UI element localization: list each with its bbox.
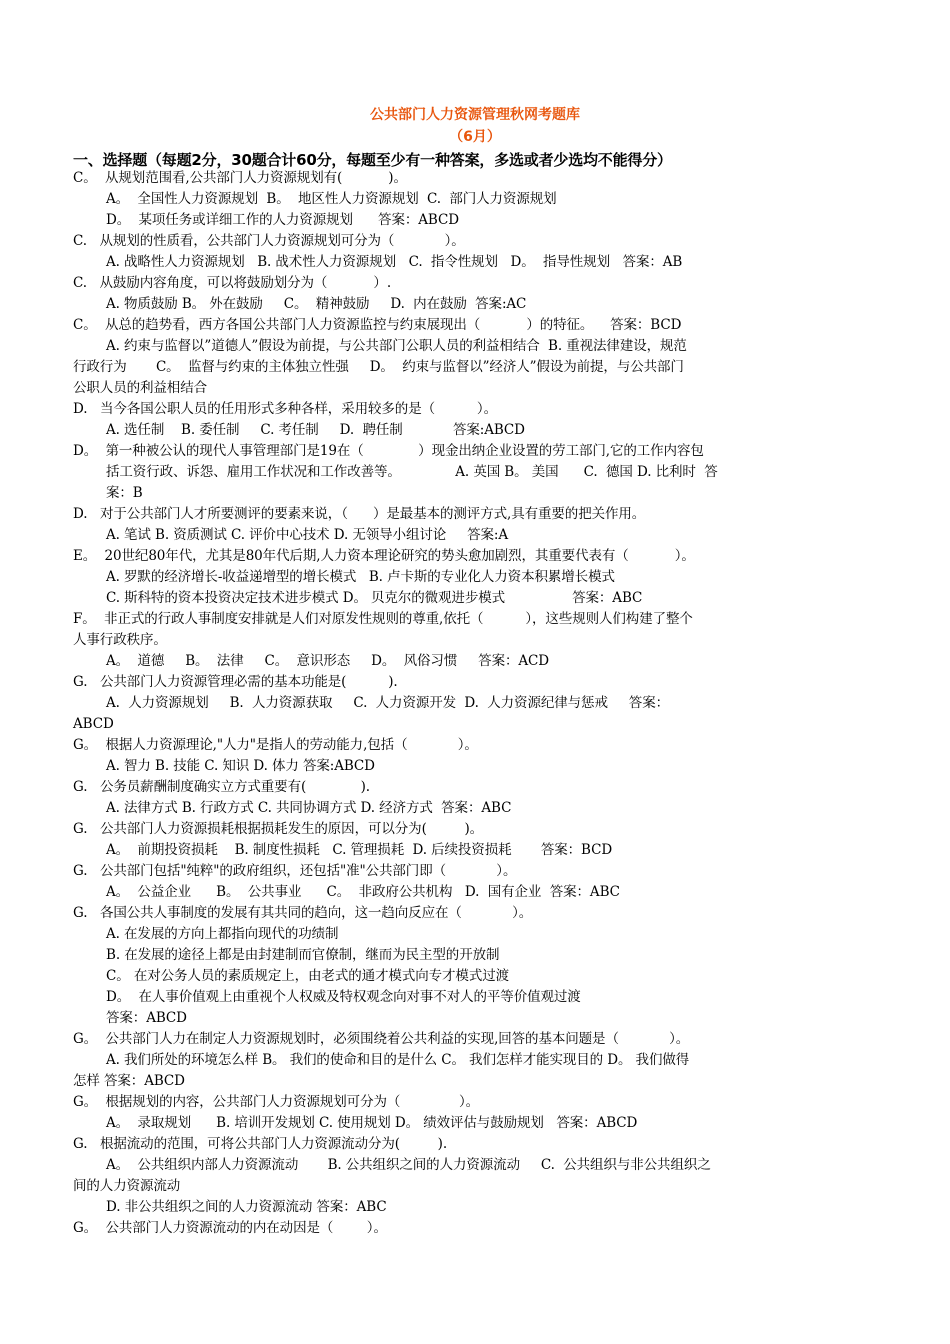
section-heading: 一、选择题（每题2分，30题合计60分，每题至少有一种答案，多选或者少选均不能得分） [73,151,672,169]
question-line: G. 各国公共人事制度的发展有其共同的趋向，这一趋向反应在（ ）。 [73,905,533,921]
option-line: A。 全国性人力资源规划 B。 地区性人力资源规划 C. 部门人力资源规划 [106,191,557,207]
question-line: C. 从规划的性质看，公共部门人力资源规划可分为（ ）。 [73,233,465,249]
option-line: A. 物质鼓励 B。 外在鼓励 C。 精神鼓励 D. 内在鼓励 答案:AC [106,296,527,312]
option-line: A。 公益企业 B。 公共事业 C。 非政府公共机构 D. 国有企业 答案：ABC [106,884,620,900]
option-line: 案：B [106,485,143,501]
question-line: F。 非正式的行政人事制度安排就是人们对原发性规则的尊重,依托（ ），这些规则人们构建了整个 [73,611,693,627]
option-line: C。 在对公务人员的素质规定上，由老式的通才模式向专才模式过渡 [106,968,510,984]
question-line: C。 从总的趋势看，西方各国公共部门人力资源监控与约束展现出（ ）的特征。 答案：BCD [73,317,682,333]
option-line: A. 约束与监督以”道德人”假设为前提，与公共部门公职人员的利益相结合 B. 重视法律建设，规范 [106,338,687,354]
wrap-line: 公职人员的利益相结合 [73,380,207,396]
answer-line: 答案：ABCD [106,1010,187,1026]
option-line: A. 选任制 B. 委任制 C. 考任制 D. 聘任制 答案:ABCD [106,422,525,438]
option-line: B. 在发展的途径上都是由封建制而官僚制，继而为民主型的开放制 [106,947,500,963]
wrap-line: 间的人力资源流动 [73,1178,181,1194]
question-line: C. 从鼓励内容角度，可以将鼓励划分为（ ）. [73,275,392,291]
wrap-line: 行政行为 C。 监督与约束的主体独立性强 D。 约束与监督以”经济人”假设为前提，与公共部门 [73,359,684,375]
document-subtitle: （6月） [449,129,501,145]
option-line: A. 我们所处的环境怎么样 B。 我们的使命和目的是什么 C。 我们怎样才能实现目的 D。 我们做得 [106,1052,690,1068]
option-line: A. 法律方式 B. 行政方式 C. 共同协调方式 D. 经济方式 答案：ABC [106,800,512,816]
option-line: 括工资行政、诉怨、雇用工作状况和工作改善等。 A. 英国 B。 美国 C. 德国 D. 比利时 答 [106,464,718,480]
question-line: G. 根据流动的范围，可将公共部门人力资源流动分为( ). [73,1136,448,1152]
option-line: A。 公共组织内部人力资源流动 B. 公共组织之间的人力资源流动 C. 公共组织与非公共组织之 [106,1157,711,1173]
option-line: A. 战略性人力资源规划 B. 战术性人力资源规划 C. 指令性规划 D。 指导性规划 答案：AB [106,254,683,270]
option-line: A。 录取规划 B. 培训开发规划 C. 使用规划 D。 绩效评估与鼓励规划 答案：ABCD [106,1115,638,1131]
option-line: D. 非公共组织之间的人力资源流动 答案：ABC [106,1199,387,1215]
question-line: G. 公共部门人力资源损耗根据损耗发生的原因，可以分为( )。 [73,821,484,837]
question-line: D. 对于公共部门人才所要测评的要素来说，（ ）是最基本的测评方式,具有重要的把关作用。 [73,506,646,522]
question-line: G。 公共部门人力在制定人力资源规划时，必须围绕着公共利益的实现,回答的基本问题是（ ）。 [73,1031,690,1047]
question-line: E。 20世纪80年代，尤其是80年代后期,人力资本理论研究的势头愈加剧烈，其重要代表有（ ）。 [73,548,695,564]
question-line: G. 公共部门人力资源管理必需的基本功能是( ). [73,674,398,690]
question-line: D。 第一种被公认的现代人事管理部门是19在（ ）现金出纳企业设置的劳工部门,它的工作内容包 [73,443,704,459]
option-line: A. 罗默的经济增长-收益递增型的增长模式 B. 卢卡斯的专业化人力资本积累增长模式 [106,569,615,585]
option-line: A. 智力 B. 技能 C. 知识 D. 体力 答案:ABCD [106,758,375,774]
question-line: G。 根据人力资源理论,"人力"是指人的劳动能力,包括（ ）。 [73,737,478,753]
option-line: A. 笔试 B. 资质测试 C. 评价中心技术 D. 无领导小组讨论 答案:A [106,527,509,543]
wrap-line: ABCD [73,716,114,732]
option-line: C. 斯科特的资本投资决定技术进步模式 D。 贝克尔的微观进步模式 答案：ABC [106,590,643,606]
option-line: D。 某项任务或详细工作的人力资源规划 答案：ABCD [106,212,459,228]
question-line: G。 公共部门人力资源流动的内在动因是（ ）。 [73,1220,387,1236]
option-line: A。 道德 B。 法律 C。 意识形态 D。 风俗习惯 答案：ACD [106,653,549,669]
question-line: G。 根据规划的内容，公共部门人力资源规划可分为（ ）。 [73,1094,479,1110]
option-line: A. 在发展的方向上都指向现代的功绩制 [106,926,339,942]
question-line: D. 当今各国公职人员的任用形式多种各样，采用较多的是（ ）。 [73,401,497,417]
question-line: G. 公共部门包括"纯粹"的政府组织，还包括"准"公共部门即（ ）。 [73,863,517,879]
question-line: C。 从规划范围看,公共部门人力资源规划有( )。 [73,170,407,186]
wrap-line: 人事行政秩序。 [73,632,167,648]
option-line: A. 人力资源规划 B. 人力资源获取 C. 人力资源开发 D. 人力资源纪律与惩戒 答案： [106,695,670,711]
question-line: G. 公务员薪酬制度确实立方式重要有( ). [73,779,370,795]
document-title: 公共部门人力资源管理秋网考题库 [370,107,580,123]
option-line: A。 前期投资损耗 B. 制度性损耗 C. 管理损耗 D. 后续投资损耗 答案：BCD [106,842,613,858]
option-line: D。 在人事价值观上由重视个人权威及特权观念向对事不对人的平等价值观过渡 [106,989,581,1005]
wrap-line: 怎样 答案：ABCD [73,1073,185,1089]
